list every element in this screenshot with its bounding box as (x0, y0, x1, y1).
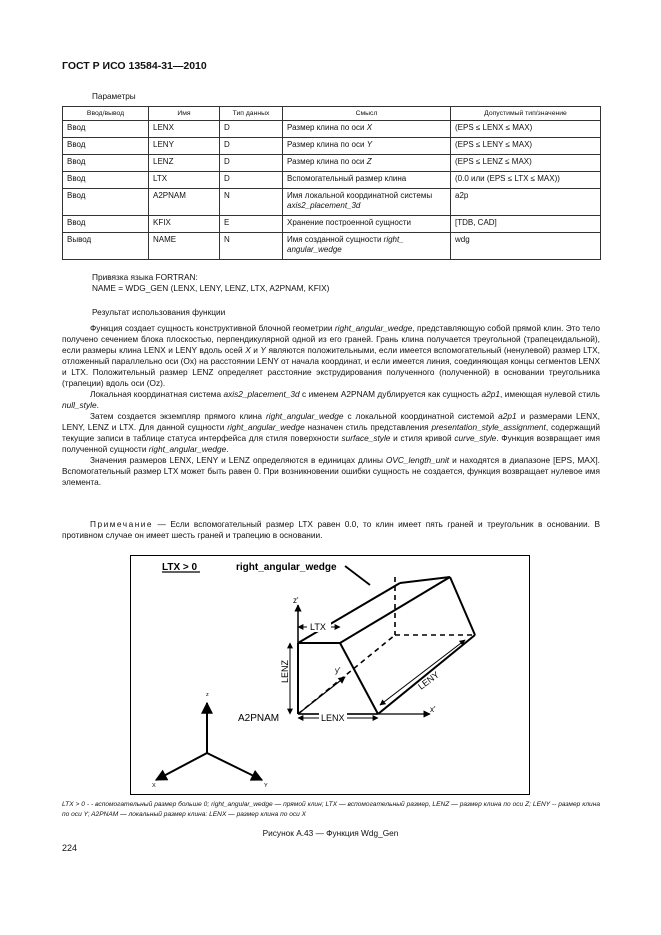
meaning-text: Хранение построенной сущности (287, 218, 412, 227)
table-row (63, 216, 601, 233)
lenx-dimension-label: LENX (321, 713, 345, 723)
meaning-italic: right_ angular_wedge (287, 235, 404, 254)
ltx-dimension-label: LTX (310, 622, 326, 632)
fortran-title: Привязка языка FORTRAN: (92, 272, 198, 282)
global-y-axis (207, 753, 262, 780)
cell-io: Ввод (63, 172, 149, 189)
meaning-text: Вспомогательный размер клина (287, 174, 407, 183)
cell-meaning (283, 172, 451, 189)
column-header-value: Допустимый тип/значение (451, 107, 601, 121)
note-text: — Если вспомогательный размер LTX равен 0.0, то клин имеет пять граней и треугольник в основании. В противном случае он имеет шесть граней и трапецию в основании. (62, 519, 600, 540)
table-row (63, 155, 601, 172)
figure-title: Рисунок А.43 — Функция Wdg_Gen (262, 828, 399, 838)
leny-dimension (380, 640, 465, 705)
cell-meaning (283, 216, 451, 233)
table-row (63, 138, 601, 155)
document-header: ГОСТ Р ИСО 13584-31—2010 (62, 60, 207, 72)
paragraph-3: Затем создается экземпляр прямого клина right_angular_wedge с локальной координатной системой a2p1 и размерами LENX, LENY, LENZ и LTX. Для данной сущности right_angular_wedge назначен стиль представления presentation_style_assignment, содержащий текущие записи в таблице статуса интерфейса для стиля поверхности surface_style и стиля кривой curve_style. Функция возвращает имя полученной сущности right_angular_wedge. (62, 411, 600, 454)
cell-type: D (220, 121, 283, 138)
meaning-text: Размер клина по оси (287, 140, 367, 149)
meaning-text: Имя локальной координатной системы (287, 191, 433, 200)
cell-value: [TDB, CAD] (451, 216, 601, 233)
cell-name: LENY (149, 138, 220, 155)
cell-value: a2p (451, 189, 601, 216)
cell-type: D (220, 155, 283, 172)
cell-meaning (283, 233, 451, 260)
global-x-axis (156, 753, 207, 780)
meaning-italic: Z (366, 157, 372, 166)
fortran-binding (92, 272, 592, 294)
cell-name: NAME (149, 233, 220, 260)
cell-io: Вывод (63, 233, 149, 260)
cell-type: D (220, 138, 283, 155)
note (62, 519, 600, 541)
cell-io: Ввод (63, 189, 149, 216)
cell-name: KFIX (149, 216, 220, 233)
table-row (63, 233, 601, 260)
ltx-positive-label: LTX > 0 (162, 562, 198, 573)
cell-name: A2PNAM (149, 189, 220, 216)
cell-io: Ввод (63, 138, 149, 155)
y-prime-label: y' (335, 666, 341, 675)
cell-value: wdg (451, 233, 601, 260)
table-row (63, 121, 601, 138)
meaning-text: Размер клина по оси (287, 157, 367, 166)
cell-value: (EPS ≤ LENY ≤ MAX) (451, 138, 601, 155)
result-title: Результат использования функции (92, 307, 226, 317)
a2pnam-label: A2PNAM (238, 713, 280, 724)
meaning-text: Размер клина по оси (287, 123, 367, 132)
cell-io: Ввод (63, 216, 149, 233)
column-header-meaning: Смысл (283, 107, 451, 121)
figure-caption: LTX > 0 - - вспомогательный размер больше 0; right_angular_wedge — прямой клин; LTX — вспомогательный размер, LENZ — размер клина по оси Z; LENY -- размер клина по оси Y; A2PNAM — локальный размер клина: LENX — размер клина по оси X (62, 801, 600, 818)
cell-type: D (220, 172, 283, 189)
cell-name: LENX (149, 121, 220, 138)
x-prime-label: x' (430, 705, 436, 714)
table-row (63, 189, 601, 216)
meaning-italic: Y (366, 140, 373, 149)
cell-value: (EPS ≤ LENZ ≤ MAX) (451, 155, 601, 172)
paragraph-2: Локальная координатная система axis2_placement_3d с именем A2PNAM дублируется как сущность a2p1, имеющая нулевой стиль null_style. (62, 389, 600, 410)
z-prime-label: z' (293, 596, 299, 605)
paragraph-1: Функция создает сущность конструктивной блочной геометрии right_angular_wedge, представляющую собой прямой клин. Это тело получено сечением блока плоскостью, перпендикулярной одной из его граней. Грань клина получается треугольной (трапецеидальной), если размеры клина LENX и LENY вдоль осей X и Y являются положительными, если имеется вспомогательный (ненулевой) размер LTX, отложенный параллельно оси (Ox) на расстоянии LENY от начала координат, и если имеется линия, соединяющая концы сегментов LENX и LTX. Положительный размер LENZ определяет расстояние экструдирования полученного (полученной) в основании треугольника (трапеции) вдоль оси (Oz). (62, 323, 600, 388)
figure-frame (131, 556, 530, 795)
cell-value: (0.0 или (EPS ≤ LTX ≤ MAX)) (451, 172, 601, 189)
column-header-io: Ввод/вывод (63, 107, 149, 121)
cell-type: N (220, 189, 283, 216)
cell-meaning (283, 121, 451, 138)
global-z-label: z (206, 692, 209, 698)
table-row (63, 172, 601, 189)
meaning-italic: X (366, 123, 373, 132)
cell-io: Ввод (63, 155, 149, 172)
cell-name: LENZ (149, 155, 220, 172)
cell-meaning (283, 189, 451, 216)
cell-meaning (283, 155, 451, 172)
params-label: Параметры (92, 92, 136, 101)
wedge-figure (130, 555, 530, 795)
cell-value: (EPS ≤ LENX ≤ MAX) (451, 121, 601, 138)
paragraph-4: Значения размеров LENX, LENY и LENZ определяются в единицах длины OVC_length_unit и находятся в диапазоне [EPS, MAX]. Вспомогательный размер LTX может быть равен 0. При возникновении ошибки сущность не создается, функция возвращает нулевое имя элемента. (62, 455, 600, 487)
fortran-code: NAME = WDG_GEN (LENX, LENY, LENZ, LTX, A2PNAM, KFIX) (92, 283, 330, 293)
cell-io: Ввод (63, 121, 149, 138)
wedge-label: right_angular_wedge (236, 562, 337, 573)
column-header-name: Имя (149, 107, 220, 121)
cell-name: LTX (149, 172, 220, 189)
note-label: Примечание (90, 519, 154, 529)
parameters-table (62, 106, 601, 260)
cell-type: N (220, 233, 283, 260)
leny-dimension-label: LENY (416, 669, 441, 692)
meaning-italic: axis2_placement_3d (287, 201, 361, 210)
global-x-label: X (152, 783, 156, 789)
global-y-label: Y (264, 783, 268, 789)
column-header-type: Тип данных (220, 107, 283, 121)
meaning-text: Имя созданной сущности (287, 235, 384, 244)
lenz-dimension-label: LENZ (280, 659, 290, 683)
cell-type: E (220, 216, 283, 233)
function-description (62, 323, 600, 488)
page-number: 224 (62, 843, 78, 853)
y-prime-axis (298, 677, 345, 714)
cell-meaning (283, 138, 451, 155)
wedge-leader (345, 566, 370, 585)
